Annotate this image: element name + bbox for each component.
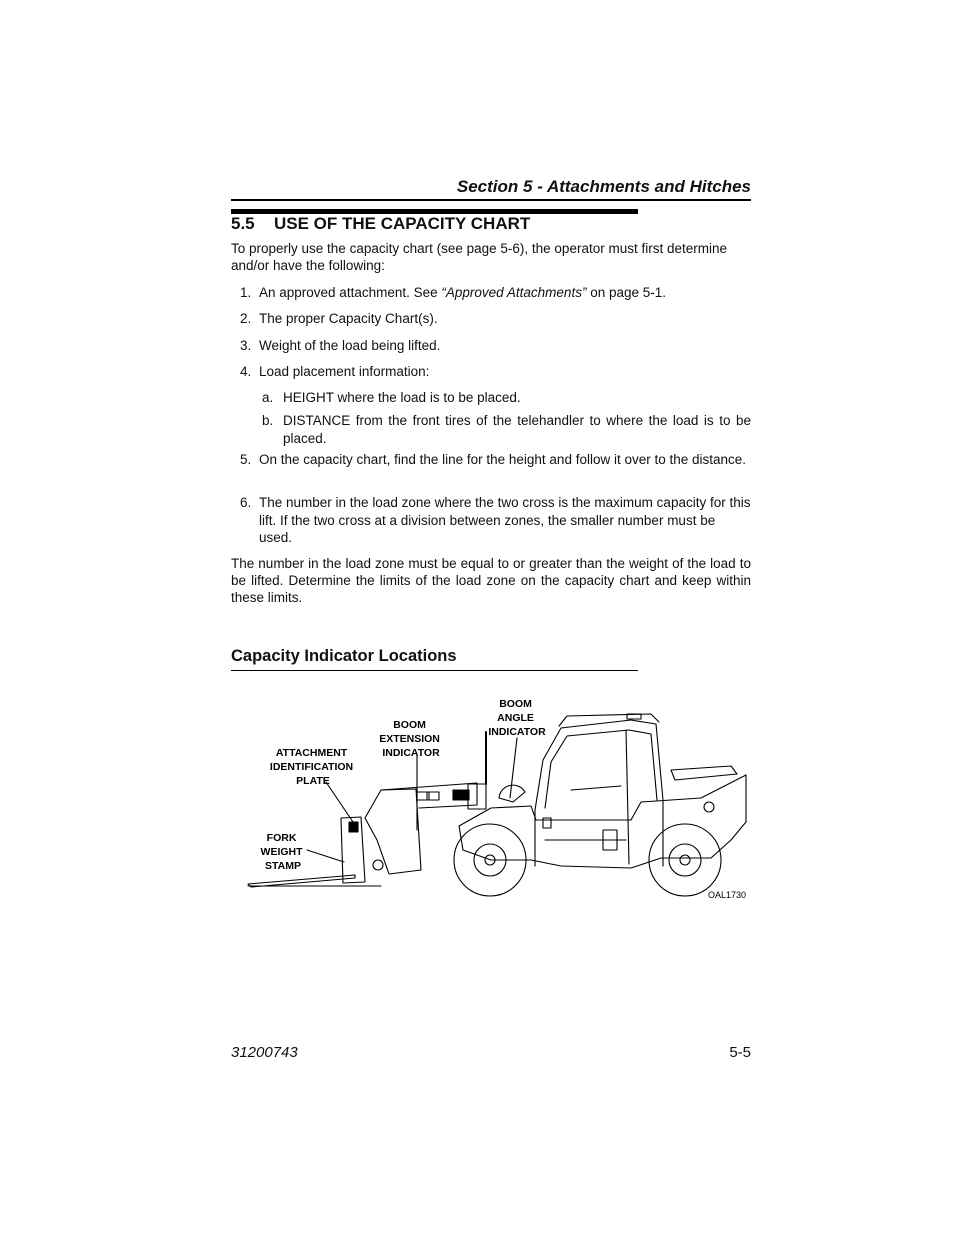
subsection-heading: Capacity Indicator Locations [231,647,457,665]
list-item [240,310,751,328]
closing-paragraph: The number in the load zone must be equal to or greater than the weight of the load to be lifted. Determine the limits of the load zone on the capacity chart and keep within these limits. [231,556,751,605]
chassis [459,775,746,868]
engine-cover-emblem [704,802,714,812]
boom-head [365,789,421,874]
sub-list-item-text: DISTANCE from the front tires of the telehandler to where the load is to be placed. [283,413,751,446]
list-item-text: The number in the load zone where the two cross is the maximum capacity for this lift. If the two cross at a division between zones, the smaller number must be used. [259,495,751,545]
rear-wheel-hub [669,844,701,876]
list-item-number: 6. [240,495,252,510]
subsection-rule [231,670,638,671]
list-item-text: The proper Capacity Chart(s). [259,311,438,326]
section-header-title: Section 5 - Attachments and Hitches [456,177,751,196]
cab-frame [535,720,663,866]
callout-boom-extension: BOOM EXTENSION INDICATOR [379,719,440,759]
list-item [240,451,751,469]
cab-window [545,730,657,808]
list-item [240,337,751,355]
list-item [240,284,751,302]
list-item [240,363,751,381]
pivot-pin [373,860,383,870]
fork-tine [248,875,355,887]
callout-fork-weight: FORK WEIGHT STAMP [260,832,303,872]
list-item-text-after: on page 5-1. [586,285,667,300]
rear-wheel-axle [680,855,690,865]
document-number: 31200743 [231,1044,298,1061]
list-item-text: Load placement information: [259,364,430,379]
list-item-number: 2. [240,311,252,326]
callout-boom-angle: BOOM ANGLE INDICATOR [488,698,546,738]
header-rule [231,199,751,201]
section-number: 5.5 [231,214,255,233]
list-item-number: 5. [240,452,252,467]
sub-list-item [262,412,751,447]
rear-grille [671,766,737,780]
sub-list-item-text: HEIGHT where the load is to be placed. [283,390,521,405]
list-item-text: Weight of the load being lifted. [259,338,441,353]
list-item-number: 1. [240,285,252,300]
page-number: 5-5 [729,1044,751,1061]
sub-list-item-letter: b. [262,413,274,428]
section-title: USE OF THE CAPACITY CHART [274,214,531,233]
telehandler-illustration [231,690,751,905]
rear-wheel [649,824,721,896]
sub-list-item [262,389,751,407]
figure-code: OAL1730 [707,890,746,900]
intro-paragraph: To properly use the capacity chart (see page 5-6), the operator must first determine and/or have the following: [231,241,727,273]
list-item-number: 4. [240,364,252,379]
cab-roof [559,714,659,726]
cross-reference-link: “Approved Attachments” [441,285,587,300]
list-item [240,494,751,547]
list-item-text: On the capacity chart, find the line for the height and follow it over to the distance. [259,452,747,467]
boom-decal [453,790,469,800]
boom-angle-leader [510,738,517,798]
section-heading [231,214,530,234]
boom-angle-gauge [499,785,525,802]
sub-list-item-letter: a. [262,390,274,405]
list-item-text-before: An approved attachment. See [259,285,442,300]
list-item-text [259,284,751,302]
callout-attachment-plate: ATTACHMENT IDENTIFICATION PLATE [269,747,354,787]
steering-dash [571,786,621,790]
fork-weight-leader [307,850,344,862]
list-item-number: 3. [240,338,252,353]
cab-door-post [626,730,629,864]
